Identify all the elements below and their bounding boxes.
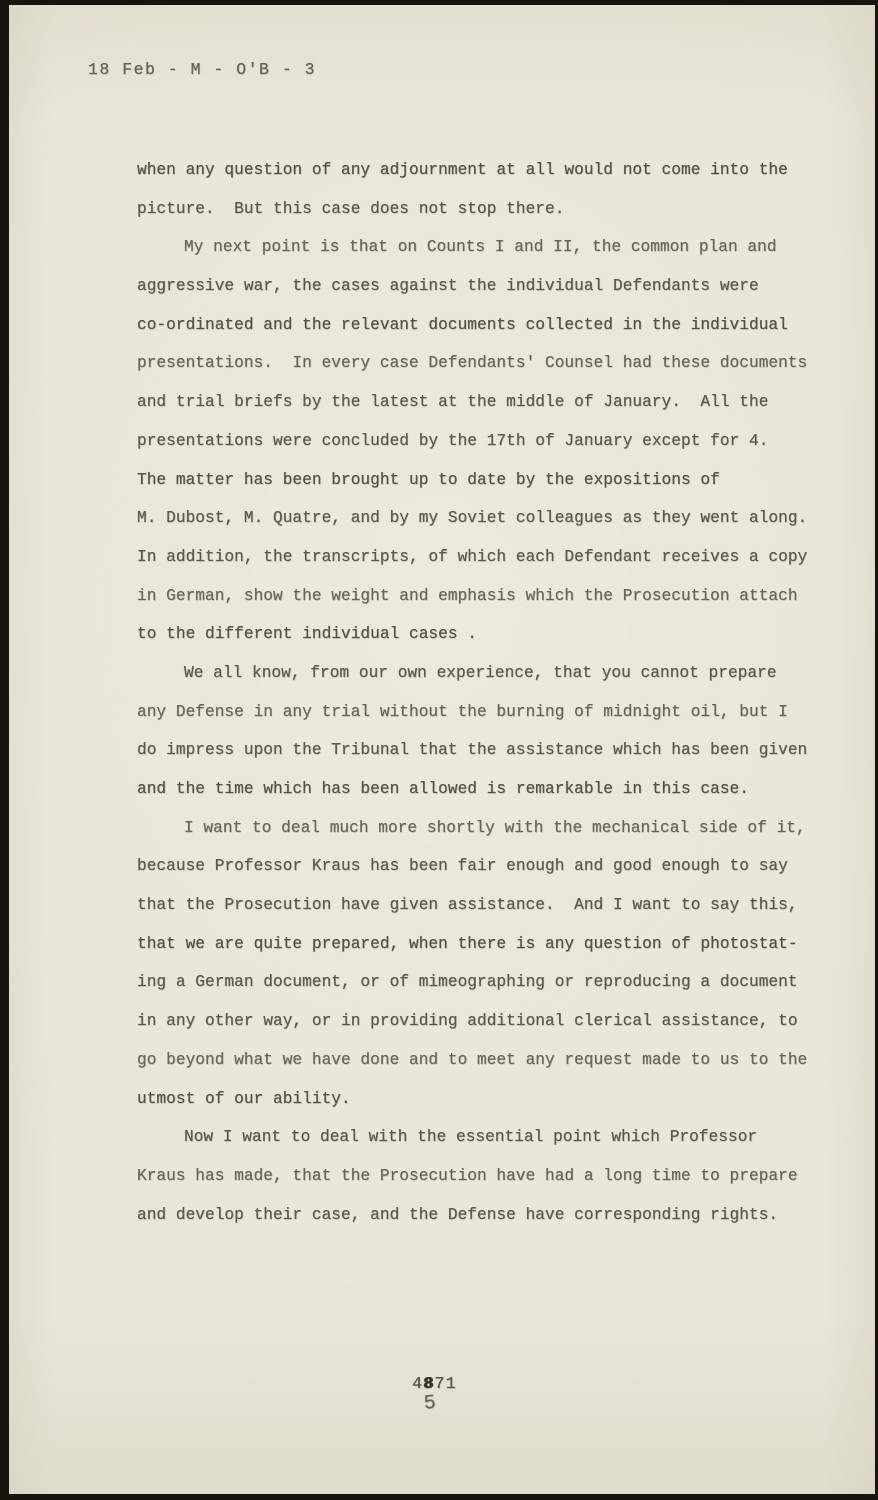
text-line: In addition, the transcripts, of which each Defendant receives a copy [137, 547, 808, 566]
scan-edge-left [0, 0, 9, 1500]
transcript-text-block [137, 151, 837, 1234]
text-line: picture. But this case does not stop there. [137, 199, 565, 218]
text-line: utmost of our ability. [137, 1089, 351, 1108]
text-line: in German, show the weight and emphasis which the Prosecution attach [137, 586, 798, 605]
text-line: M. Dubost, M. Quatre, and by my Soviet colleagues as they went along. [137, 509, 808, 528]
text-line: when any question of any adjournment at all would not come into the [137, 161, 788, 179]
text-line: ing a German document, or of mimeographing or reproducing a document [137, 973, 798, 992]
scan-edge-bottom [0, 1494, 878, 1500]
text-line: Now I want to deal with the essential point which Professor [184, 1128, 758, 1147]
text-line: go beyond what we have done and to meet any request made to us to the [137, 1050, 808, 1069]
stamp-digit: 4 [412, 1375, 424, 1394]
text-line: and trial briefs by the latest at the middle of January. All the [137, 393, 769, 412]
text-line: and the time which has been allowed is remarkable in this case. [137, 780, 749, 798]
overstruck-digit: 8 [423, 1375, 435, 1394]
text-line: any Defense in any trial without the burning of midnight oil, but I [137, 702, 788, 721]
page-number-area [412, 1375, 457, 1415]
text-line: aggressive war, the cases against the individual Defendants were [137, 277, 759, 296]
text-line: co-ordinated and the relevant documents collected in the individual [137, 315, 788, 334]
text-line: that we are quite prepared, when there is any question of photostat- [137, 934, 798, 953]
text-line: The matter has been brought up to date by the expositions of [137, 470, 720, 489]
text-line: We all know, from our own experience, that you cannot prepare [184, 663, 777, 682]
text-line: presentations were concluded by the 17th of January except for 4. [137, 431, 769, 450]
stamp-digits: 71 [434, 1375, 457, 1394]
handwritten-page-number: 5 [422, 1391, 438, 1416]
text-line: do impress upon the Tribunal that the assistance which has been given [137, 741, 808, 760]
text-line: Kraus has made, that the Prosecution have had a long time to prepare [137, 1166, 798, 1185]
page-header-reference: 18 Feb - M - O'B - 3 [88, 60, 317, 79]
scan-edge-top [0, 0, 878, 5]
text-line: in any other way, or in providing additional clerical assistance, to [137, 1012, 798, 1031]
text-line: I want to deal much more shortly with the mechanical side of it, [184, 818, 806, 837]
text-line: because Professor Kraus has been fair enough and good enough to say [137, 857, 788, 876]
text-line: My next point is that on Counts I and II, the common plan and [184, 238, 777, 257]
text-line: presentations. In every case Defendants' Counsel had these documents [137, 354, 808, 373]
text-line: and develop their case, and the Defense have corresponding rights. [137, 1205, 779, 1224]
text-line: to the different individual cases . [137, 625, 477, 644]
text-line: that the Prosecution have given assistance. And I want to say this, [137, 896, 798, 915]
